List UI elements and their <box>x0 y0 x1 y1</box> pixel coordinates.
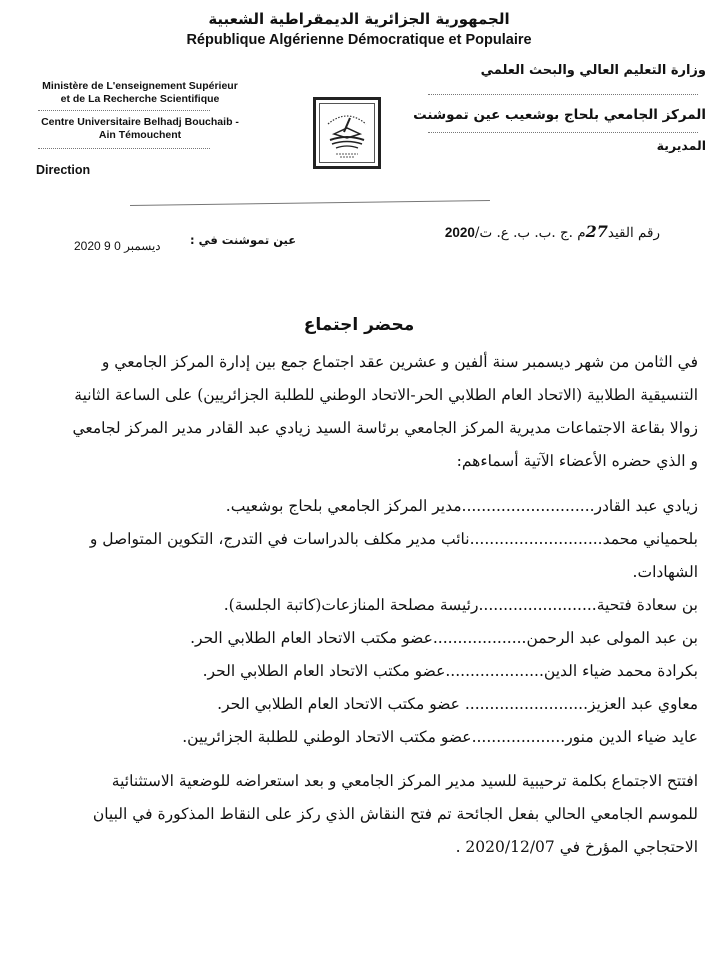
dotted-divider <box>428 132 698 133</box>
attendee-item <box>28 589 698 622</box>
ministry-french <box>10 80 270 106</box>
centre-arabic: المركز الجامعي بلحاج بوشعيب عين تموشنت <box>413 107 706 123</box>
handwritten-reference-number: 27 <box>585 222 608 241</box>
centre-french <box>10 116 270 142</box>
closing-line: للموسم الجامعي الحالي بفعل الجائحة تم فتح النقاش الذي ركز على النقاط المذكورة في البيان <box>92 805 698 823</box>
attendee-item <box>28 523 698 589</box>
leader-dots: ......................... <box>459 695 589 713</box>
place-label: عين تموشنت في : <box>190 233 297 247</box>
attendee-role: عضو مكتب الاتحاد العام الطلابي الحر. <box>190 629 433 647</box>
closing-line: افتتح الاجتماع بكلمة ترحيبية للسيد مدير المركز الجامعي و بعد استعراضه للوضعية الاستثنائية <box>111 772 698 790</box>
leader-dots: ........................... <box>461 497 595 515</box>
intro-paragraph <box>28 346 698 478</box>
leader-dots: ................... <box>432 629 527 647</box>
intro-line: التنسيقية الطلابية (الاتحاد العام الطلابي الحر-الاتحاد الوطني للطلبة الجزائريين) على الساعة الثانية <box>74 386 698 404</box>
closing-paragraph <box>28 765 698 864</box>
intro-line: و الذي حضره الأعضاء الآتية أسماءهم: <box>456 452 698 470</box>
dotted-divider <box>428 94 698 95</box>
intro-line: في الثامن من شهر ديسمبر سنة ألفين و عشرين عقد اجتماع جمع بين إدارة المركز الجامعي و <box>101 353 698 371</box>
attendee-item <box>28 655 698 688</box>
date-stamp: 2020 ديسمبر 0 9 <box>74 239 161 253</box>
leader-dots: ........................ <box>478 596 597 614</box>
attendee-name: بلحمياني محمد <box>602 530 698 548</box>
leader-dots: ........................... <box>469 530 603 548</box>
attendee-name: زيادي عبد القادر <box>594 497 698 515</box>
reference-label: رقم القيد <box>607 225 660 241</box>
attendee-name: عايد ضياء الدين منور <box>565 728 698 746</box>
attendee-role: مدير المركز الجامعي بلحاج بوشعيب. <box>225 497 462 515</box>
direction-arabic: المديرية <box>656 138 706 153</box>
attendee-name: معاوي عبد العزيز <box>588 695 698 713</box>
attendee-name: بن سعادة فتحية <box>596 596 698 614</box>
attendee-role: عضو مكتب الاتحاد العام الطلابي الحر. <box>202 662 446 680</box>
ministry-arabic: وزارة التعليم العالي والبحث العلمي <box>480 63 706 78</box>
centre-french-line-1: Centre Universitaire Belhadj Bouchaib - <box>41 116 239 128</box>
reference-number <box>445 222 660 241</box>
republic-title-arabic: الجمهورية الجزائرية الديمقراطية الشعبية <box>208 10 510 28</box>
emblem-graphic <box>320 104 374 162</box>
attendee-role: عضو مكتب الاتحاد العام الطلابي الحر. <box>217 695 460 713</box>
attendee-list <box>28 490 698 754</box>
attendee-role: عضو مكتب الاتحاد الوطني للطلبة الجزائريين. <box>182 728 472 746</box>
republic-title-french: République Algérienne Démocratique et Populaire <box>186 32 532 48</box>
dotted-divider <box>38 148 210 149</box>
document-title: محضر اجتماع <box>303 315 415 335</box>
ministry-french-line-2: et de La Recherche Scientifique <box>60 93 220 105</box>
attendee-role: نائب مدير مكلف بالدراسات في التدرج، التكوين المتواصل و الشهادات. <box>89 530 698 581</box>
dotted-divider <box>38 110 210 111</box>
direction-french: Direction <box>36 163 91 177</box>
header-separator-line <box>130 200 490 206</box>
university-emblem-icon <box>313 97 381 169</box>
attendee-role: رئيسة مصلحة المنازعات(كاتبة الجلسة). <box>223 596 479 614</box>
reference-code: م .ج .ب. ب. ع. ت/ <box>474 225 586 241</box>
attendee-item <box>28 490 698 523</box>
ministry-french-line-1: Ministère de L'enseignement Supérieur <box>42 80 238 92</box>
leader-dots: .................... <box>445 662 544 680</box>
attendee-item <box>28 721 698 754</box>
centre-french-line-2: Ain Témouchent <box>98 129 182 141</box>
reference-year: 2020 <box>444 225 475 240</box>
intro-line: زوالا بقاعة الاجتماعات مديرية المركز الجامعي برئاسة السيد زيادي عبد القادر مدير المركز لجامعي <box>72 419 698 437</box>
closing-line: الاحتجاجي المؤرخ في 2020/12/07 . <box>455 838 698 856</box>
attendee-name: بن عبد المولى عبد الرحمن <box>526 629 698 647</box>
attendee-item <box>28 622 698 655</box>
attendee-item <box>28 688 698 721</box>
leader-dots: ................... <box>471 728 566 746</box>
attendee-name: بكرادة محمد ضياء الدين <box>543 662 698 680</box>
